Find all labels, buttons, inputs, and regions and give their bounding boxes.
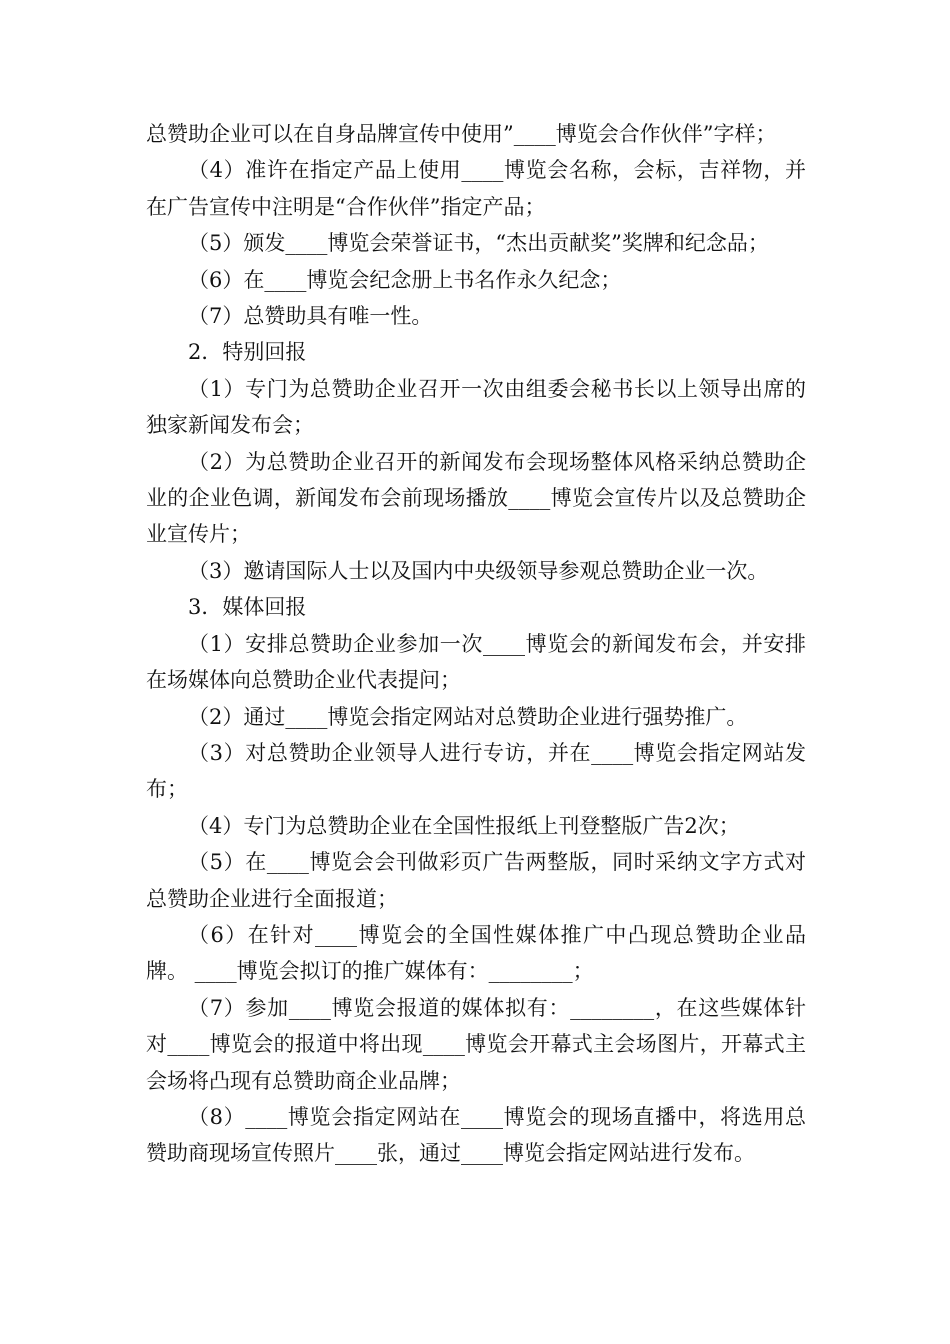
paragraph-media-4: （4）专门为总赞助企业在全国性报纸上刊登整版广告2次； <box>188 813 740 838</box>
paragraph-media-5: （5）在____博览会会刊做彩页广告两整版，同时采纳文字方式对总赞助企业进行全面报道； <box>146 850 806 911</box>
paragraph-special-3: （3）邀请国际人士以及国内中央级领导参观总赞助企业一次。 <box>188 558 769 583</box>
paragraph-media-8: （8）____博览会指定网站在____博览会的现场直播中，将选用总赞助商现场宣传照片____张，通过____博览会指定网站进行发布。 <box>146 1104 806 1166</box>
paragraph-special-1: （1）专门为总赞助企业召开一次由组委会秘书长以上领导出席的独家新闻发布会； <box>146 376 806 438</box>
section-heading-media-rewards: 3．媒体回报 <box>188 595 307 620</box>
paragraph-special-2: （2）为总赞助企业召开的新闻发布会现场整体风格采纳总赞助企业的企业色调，新闻发布会前现场播放____博览会宣传片以及总赞助企业宣传片； <box>146 449 806 547</box>
paragraph-item-5: （5）颁发____博览会荣誉证书，“杰出贡献奖”奖牌和纪念品； <box>188 231 769 256</box>
paragraph-media-7: （7）参加____博览会报道的媒体拟有：________，在这些媒体针对____博览会的报道中将出现____博览会开幕式主会场图片，开幕式主会场将凸现有总赞助商企业品牌； <box>146 995 806 1093</box>
paragraph-media-6: （6）在针对____博览会的全国性媒体推广中凸现总赞助企业品牌。 ____博览会拟订的推广媒体有：________； <box>146 922 806 984</box>
paragraph-media-2: （2）通过____博览会指定网站对总赞助企业进行强势推广。 <box>188 704 748 729</box>
section-heading-special-rewards: 2．特别回报 <box>188 340 307 365</box>
paragraph-item-7: （7）总赞助具有唯一性。 <box>188 304 433 329</box>
paragraph-media-3: （3）对总赞助企业领导人进行专访，并在____博览会指定网站发布； <box>146 740 806 802</box>
document-body <box>146 116 806 1172</box>
paragraph-item-4: （4）准许在指定产品上使用____博览会名称，会标，吉祥物，并在广告宣传中注明是“合作伙伴”指定产品； <box>146 158 806 219</box>
paragraph-continuation: 总赞助企业可以在自身品牌宣传中使用”____博览会合作伙伴”字样； <box>146 122 777 146</box>
paragraph-media-1: （1）安排总赞助企业参加一次____博览会的新闻发布会，并安排在场媒体向总赞助企业代表提问； <box>146 631 806 693</box>
paragraph-item-6: （6）在____博览会纪念册上书名作永久纪念； <box>188 267 622 292</box>
